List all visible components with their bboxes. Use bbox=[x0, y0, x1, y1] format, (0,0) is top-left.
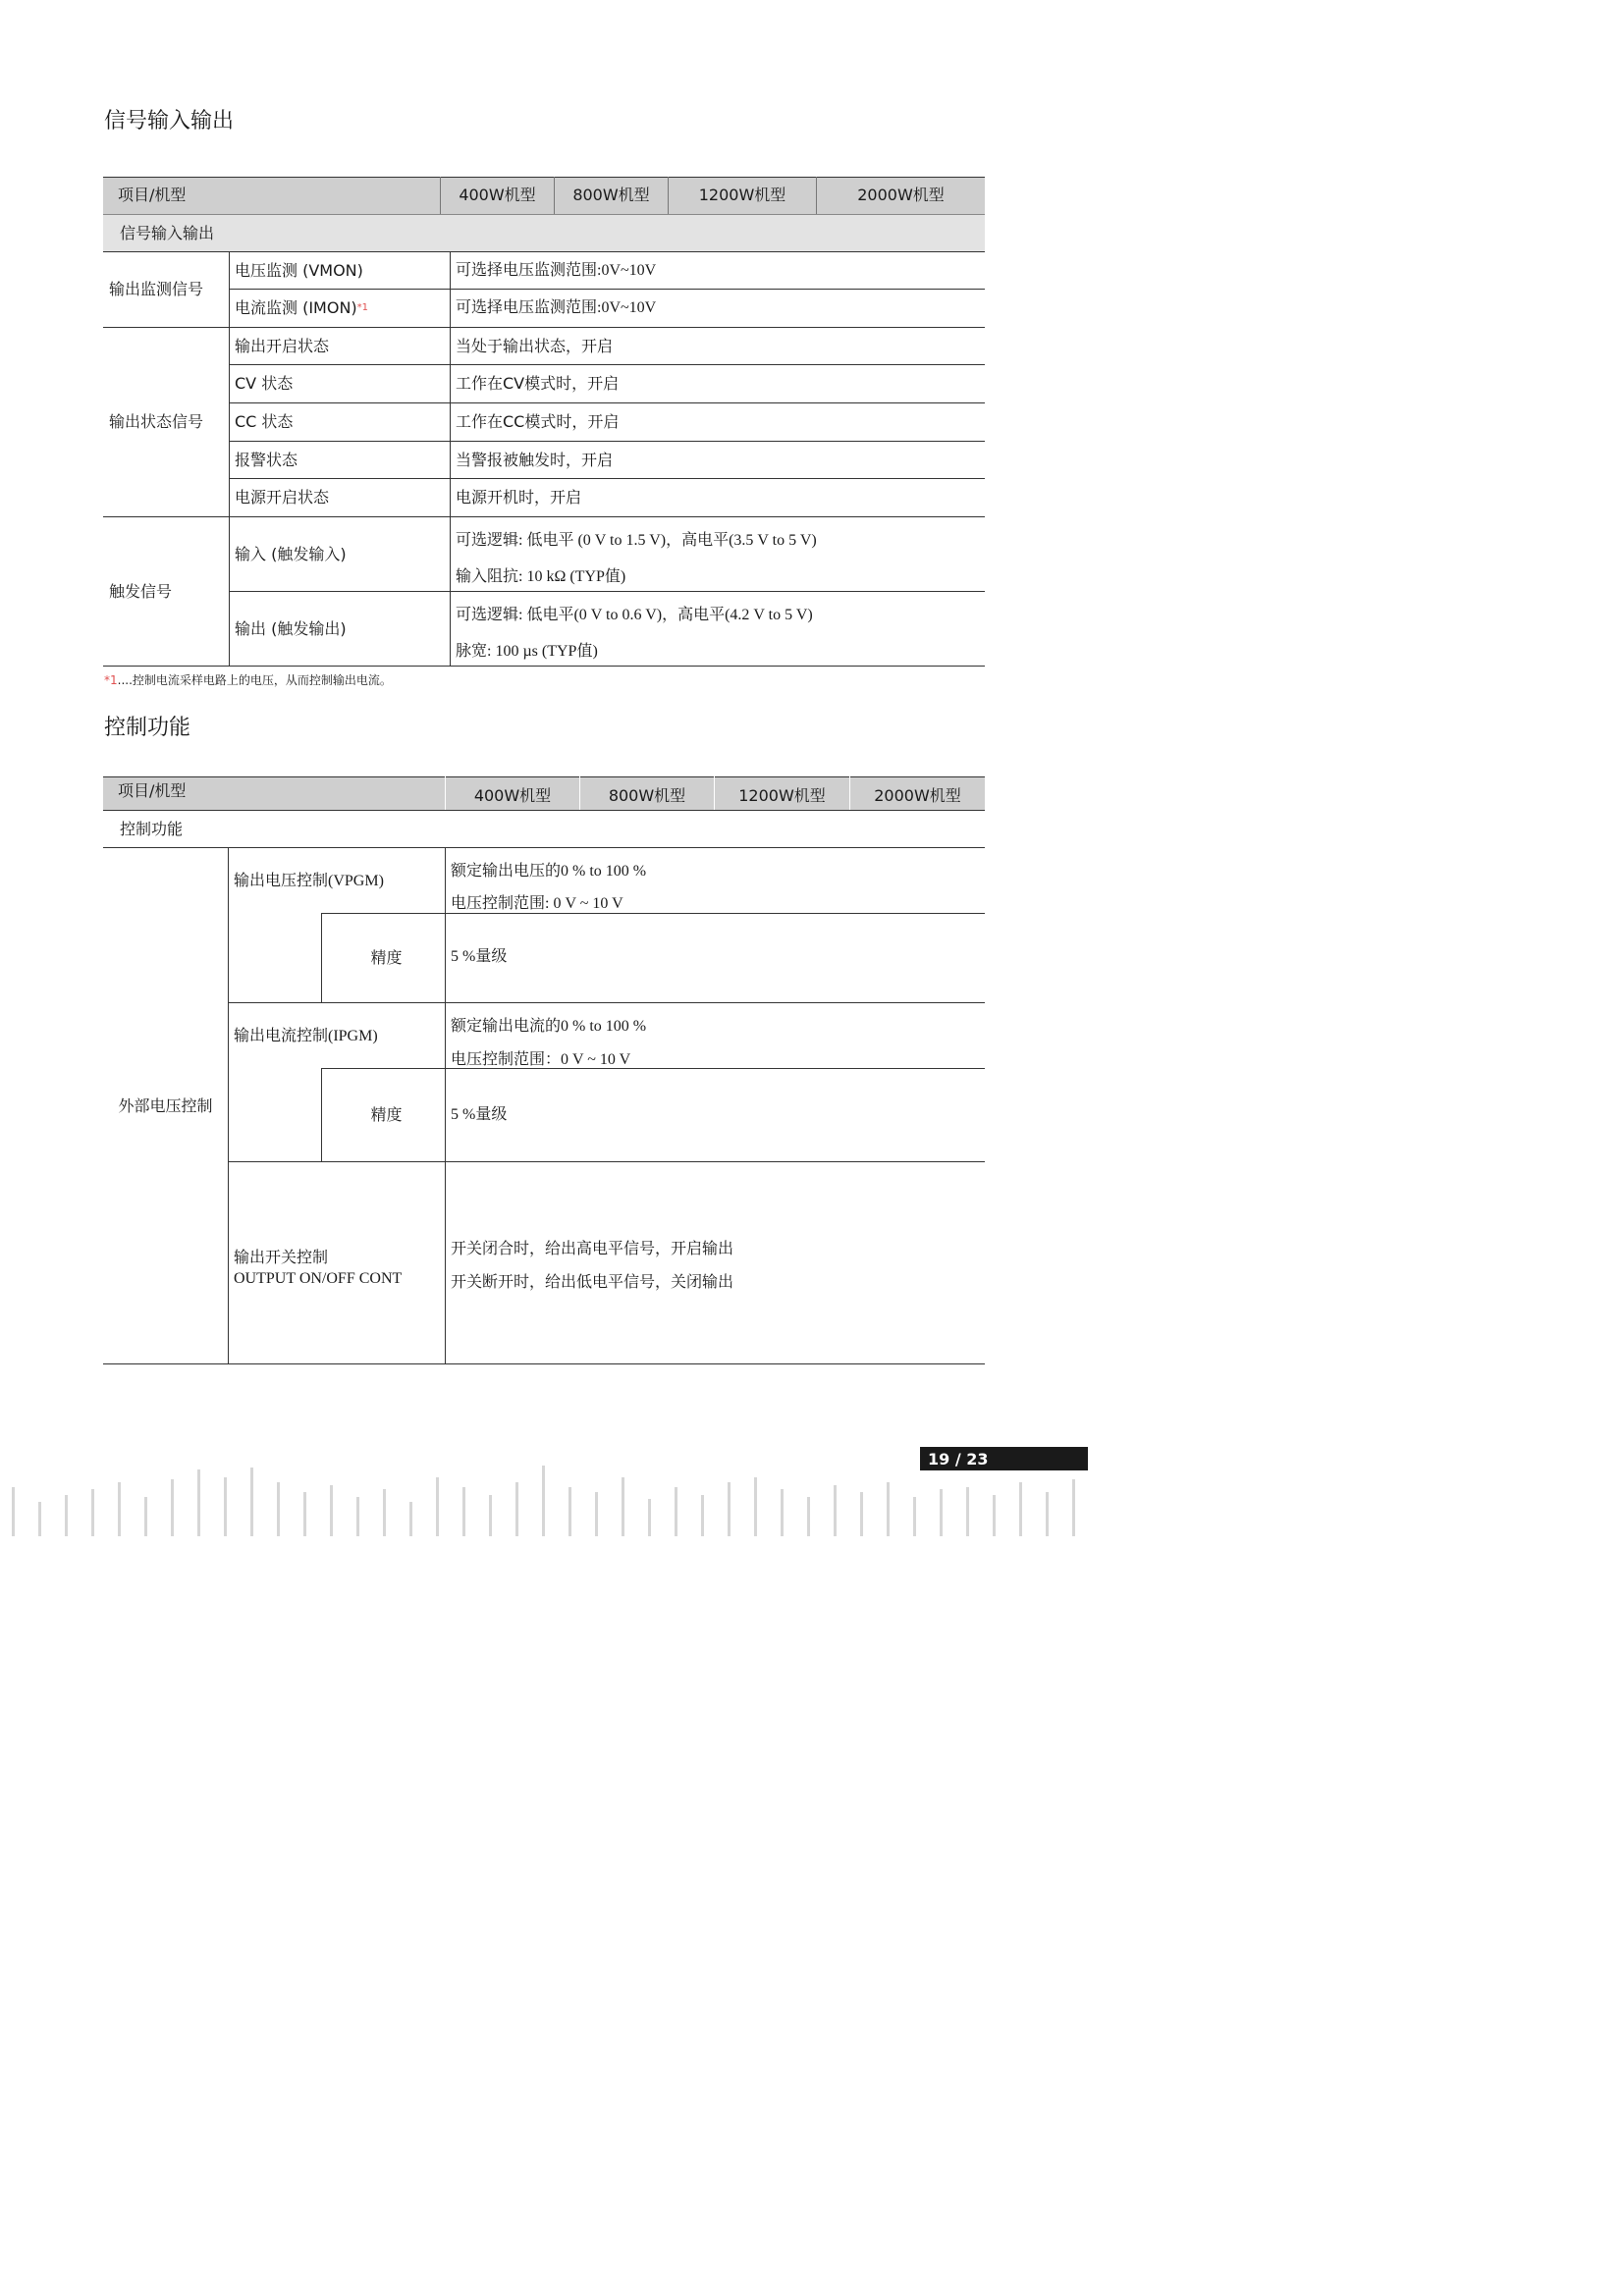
decorative-bar bbox=[436, 1477, 439, 1536]
decorative-bar bbox=[12, 1487, 15, 1536]
decorative-bar bbox=[1046, 1492, 1049, 1536]
decorative-bar bbox=[807, 1497, 810, 1536]
row-cc-value: 工作在CC模式时，开启 bbox=[456, 412, 620, 431]
table1-header-item-model: 项目/机型 bbox=[118, 186, 187, 204]
decorative-bar bbox=[728, 1482, 731, 1536]
table2-col2-divider bbox=[445, 848, 446, 1364]
decorative-bar bbox=[277, 1482, 280, 1536]
footnote-mark: *1 bbox=[104, 673, 118, 687]
decorative-bar bbox=[65, 1495, 68, 1536]
decorative-bar bbox=[781, 1489, 784, 1536]
row-alarm-value: 当警报被触发时，开启 bbox=[456, 451, 614, 469]
ipgm-precision-value: 5 %量级 bbox=[451, 1106, 508, 1123]
section-title-control: 控制功能 bbox=[104, 716, 191, 740]
decorative-bar bbox=[887, 1482, 890, 1536]
decorative-bar bbox=[462, 1487, 465, 1536]
table2-header-model-1200w: 1200W机型 bbox=[738, 786, 826, 805]
decorative-bar bbox=[595, 1492, 598, 1536]
row-vmon-value: 可选择电压监测范围:0V~10V bbox=[456, 261, 657, 279]
row-trigger-in-value-1: 可选逻辑: 低电平 (0 V to 1.5 V)，高电平(3.5 V to 5 V) bbox=[456, 532, 817, 549]
decorative-bar bbox=[648, 1499, 651, 1536]
decorative-bar bbox=[568, 1487, 571, 1536]
vpgm-precision-value: 5 %量级 bbox=[451, 948, 508, 965]
group-output-monitor: 输出监测信号 bbox=[109, 280, 204, 298]
decorative-bar bbox=[144, 1497, 147, 1536]
table1-header-model-400w: 400W机型 bbox=[459, 186, 536, 204]
decorative-bar bbox=[966, 1487, 969, 1536]
row-cc-label: CC 状态 bbox=[235, 412, 294, 431]
decorative-bar bbox=[118, 1482, 121, 1536]
ipgm-value-1: 额定输出电流的0 % to 100 % bbox=[451, 1018, 647, 1035]
section-title-signal-io: 信号输入输出 bbox=[104, 109, 235, 133]
ipgm-precision-label: 精度 bbox=[370, 1105, 403, 1124]
row-imon-value: 可选择电压监测范围:0V~10V bbox=[456, 299, 657, 316]
decorative-bar bbox=[224, 1477, 227, 1536]
decorative-bar bbox=[303, 1492, 306, 1536]
row-power-on-label: 电源开启状态 bbox=[235, 488, 330, 507]
decorative-bar bbox=[622, 1477, 624, 1536]
onoff-label-en: OUTPUT ON/OFF CONT bbox=[234, 1270, 403, 1287]
decorative-bar bbox=[356, 1497, 359, 1536]
table2-header-model-2000w: 2000W机型 bbox=[874, 786, 961, 805]
row-trigger-out-label: 输出 (触发输出) bbox=[235, 619, 347, 638]
decorative-bar bbox=[1072, 1479, 1075, 1536]
table2-header-model-400w: 400W机型 bbox=[473, 786, 552, 805]
decorative-bar bbox=[860, 1492, 863, 1536]
row-imon-label-text: 电流监测 (IMON) bbox=[235, 298, 357, 317]
table1-header-model-1200w: 1200W机型 bbox=[698, 186, 786, 204]
table1-bottom-border bbox=[103, 666, 985, 667]
table1-subheader: 信号输入输出 bbox=[103, 215, 985, 251]
table2-bottom-border bbox=[103, 1363, 985, 1364]
decorative-bar bbox=[489, 1495, 492, 1536]
decorative-bar bbox=[754, 1477, 757, 1536]
decorative-bar bbox=[38, 1502, 41, 1536]
footnote-text: ....控制电流采样电路上的电压，从而控制输出电流。 bbox=[117, 673, 392, 687]
row-output-on-value: 当处于输出状态，开启 bbox=[456, 337, 614, 355]
row-alarm-label: 报警状态 bbox=[235, 451, 298, 469]
vpgm-value-2: 电压控制范围: 0 V ~ 10 V bbox=[451, 895, 623, 912]
group-output-status: 输出状态信号 bbox=[109, 412, 204, 431]
decorative-bar bbox=[913, 1497, 916, 1536]
vpgm-label: 输出电压控制(VPGM) bbox=[234, 872, 384, 889]
group-trigger: 触发信号 bbox=[109, 582, 173, 601]
table1-col1-divider bbox=[229, 252, 230, 516]
onoff-value-2: 开关断开时，给出低电平信号，关闭输出 bbox=[451, 1272, 734, 1291]
row-trigger-in-label: 输入 (触发输入) bbox=[235, 544, 347, 563]
table2-subheader: 控制功能 bbox=[120, 819, 184, 838]
decorative-bar bbox=[409, 1502, 412, 1536]
row-vmon-label: 电压监测 (VMON) bbox=[235, 260, 363, 280]
row-output-on-label: 输出开启状态 bbox=[235, 337, 330, 355]
decorative-bar bbox=[515, 1482, 518, 1536]
onoff-value-1: 开关闭合时，给出高电平信号，开启输出 bbox=[451, 1239, 734, 1257]
row-cv-value: 工作在CV模式时，开启 bbox=[456, 374, 620, 393]
table1-col2-divider bbox=[450, 252, 451, 667]
page-number: 19 / 23 bbox=[920, 1447, 1088, 1470]
vpgm-value-1: 额定输出电压的0 % to 100 % bbox=[451, 863, 647, 880]
decorative-bar bbox=[250, 1468, 253, 1536]
ipgm-label: 输出电流控制(IPGM) bbox=[234, 1027, 378, 1044]
table2-header-item-model: 项目/机型 bbox=[118, 781, 187, 800]
row-trigger-out-value-2: 脉宽: 100 µs (TYP值) bbox=[456, 643, 598, 660]
decorative-bar bbox=[940, 1489, 943, 1536]
footnote bbox=[104, 671, 392, 688]
table1-header-model-2000w: 2000W机型 bbox=[857, 186, 945, 204]
group-external-voltage-control: 外部电压控制 bbox=[118, 1096, 213, 1115]
decorative-bar bbox=[171, 1479, 174, 1536]
decorative-bar bbox=[993, 1495, 996, 1536]
decorative-bar bbox=[330, 1485, 333, 1536]
row-imon-footnote-mark: *1 bbox=[356, 302, 369, 313]
row-trigger-out-value-1: 可选逻辑: 低电平(0 V to 0.6 V)，高电平(4.2 V to 5 V) bbox=[456, 607, 813, 623]
ipgm-value-2: 电压控制范围：0 V ~ 10 V bbox=[451, 1051, 631, 1068]
onoff-label-cn: 输出开关控制 bbox=[234, 1248, 329, 1266]
row-imon-label bbox=[235, 290, 446, 327]
row-trigger-in-value-2: 输入阻抗: 10 kΩ (TYP值) bbox=[456, 568, 626, 585]
decorative-bar bbox=[197, 1469, 200, 1536]
row-divider bbox=[228, 1161, 985, 1162]
vpgm-precision-label: 精度 bbox=[370, 948, 403, 967]
decorative-bar bbox=[91, 1489, 94, 1536]
table2-col1-divider bbox=[228, 848, 229, 1364]
decorative-bar bbox=[542, 1466, 545, 1536]
row-cv-label: CV 状态 bbox=[235, 374, 294, 393]
table1-col1-divider bbox=[229, 517, 230, 667]
decorative-bar bbox=[675, 1487, 677, 1536]
decorative-bar bbox=[834, 1485, 837, 1536]
row-power-on-value: 电源开机时，开启 bbox=[456, 488, 582, 507]
decorative-bar bbox=[1019, 1482, 1022, 1536]
decorative-bar bbox=[701, 1495, 704, 1536]
table1-header-model-800w: 800W机型 bbox=[572, 186, 650, 204]
table2-header-model-800w: 800W机型 bbox=[608, 786, 686, 805]
decorative-bar bbox=[383, 1489, 386, 1536]
